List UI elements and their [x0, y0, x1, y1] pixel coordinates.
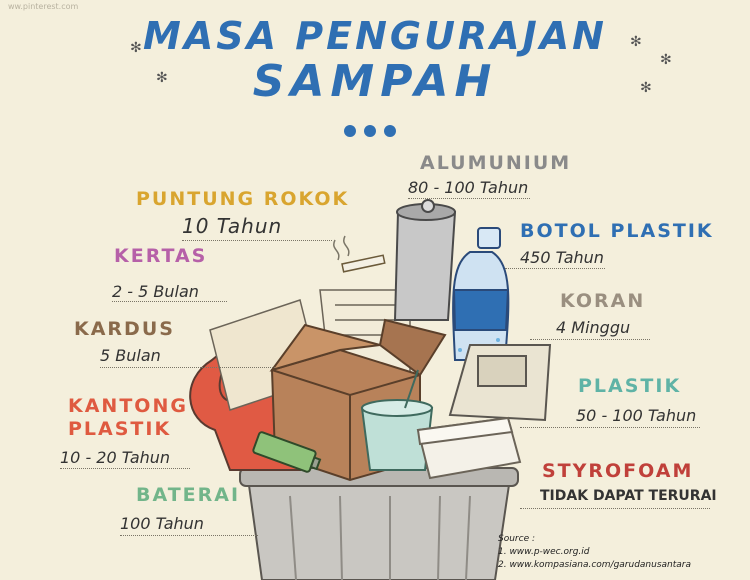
duration-botol-plastik: 450 Tahun: [520, 248, 604, 267]
leader-line: [520, 427, 700, 428]
duration-kardus: 5 Bulan: [100, 346, 161, 365]
leader-line: [505, 268, 605, 269]
fly-icon: ✻: [156, 70, 168, 86]
duration-koran: 4 Minggu: [556, 318, 631, 337]
duration-plastik: 50 - 100 Tahun: [576, 406, 697, 425]
fly-icon: ✻: [130, 40, 142, 56]
leader-line: [182, 240, 332, 241]
label-puntung-rokok: PUNTUNG ROKOK: [136, 188, 350, 210]
duration-alumunium: 80 - 100 Tahun: [408, 178, 529, 197]
duration-kantong-plastik: 10 - 20 Tahun: [60, 448, 171, 467]
leader-line: [60, 468, 190, 469]
label-plastik: PLASTIK: [578, 375, 682, 397]
cigarette: [334, 236, 385, 272]
duration-puntung-rokok: 10 Tahun: [182, 214, 283, 238]
leader-line: [120, 535, 258, 536]
source-line-2: 2. www.kompasiana.com/garudanusantara: [498, 560, 692, 570]
label-baterai: BATERAI: [136, 484, 241, 506]
leader-line: [112, 301, 227, 302]
fly-icon: ✻: [630, 34, 642, 50]
fly-icon: ✻: [660, 52, 672, 68]
fly-icon: ✻: [640, 80, 652, 96]
label-kertas: KERTAS: [114, 245, 208, 267]
source-block: [498, 533, 691, 572]
label-kantong-plastik-2: PLASTIK: [68, 418, 172, 440]
duration-kertas: 2 - 5 Bulan: [112, 282, 199, 301]
leader-line: [520, 508, 710, 509]
source-line-1: 1. www.p-wec.org.id: [498, 547, 590, 557]
label-kantong-plastik-1: KANTONG: [68, 395, 188, 417]
duration-styrofoam: TIDAK DAPAT TERURAI: [540, 488, 717, 504]
label-koran: KORAN: [560, 290, 646, 312]
aluminium-can: [395, 200, 455, 320]
leader-line: [100, 367, 275, 368]
label-styrofoam: STYROFOAM: [542, 460, 694, 482]
duration-baterai: 100 Tahun: [120, 514, 204, 533]
title-line-1: MASA PENGURAJAN: [143, 14, 607, 58]
leader-line: [408, 198, 530, 199]
trash-bin: [240, 468, 518, 580]
source-heading: Source :: [498, 534, 536, 544]
label-kardus: KARDUS: [74, 318, 175, 340]
label-botol-plastik: BOTOL PLASTIK: [520, 220, 714, 242]
leader-line: [530, 339, 650, 340]
plastic-bottle: [453, 228, 508, 360]
watermark-text: ww.pinterest.com: [8, 2, 79, 11]
label-alumunium: ALUMUNIUM: [420, 152, 572, 174]
title-line-2: SAMPAH: [252, 56, 498, 107]
